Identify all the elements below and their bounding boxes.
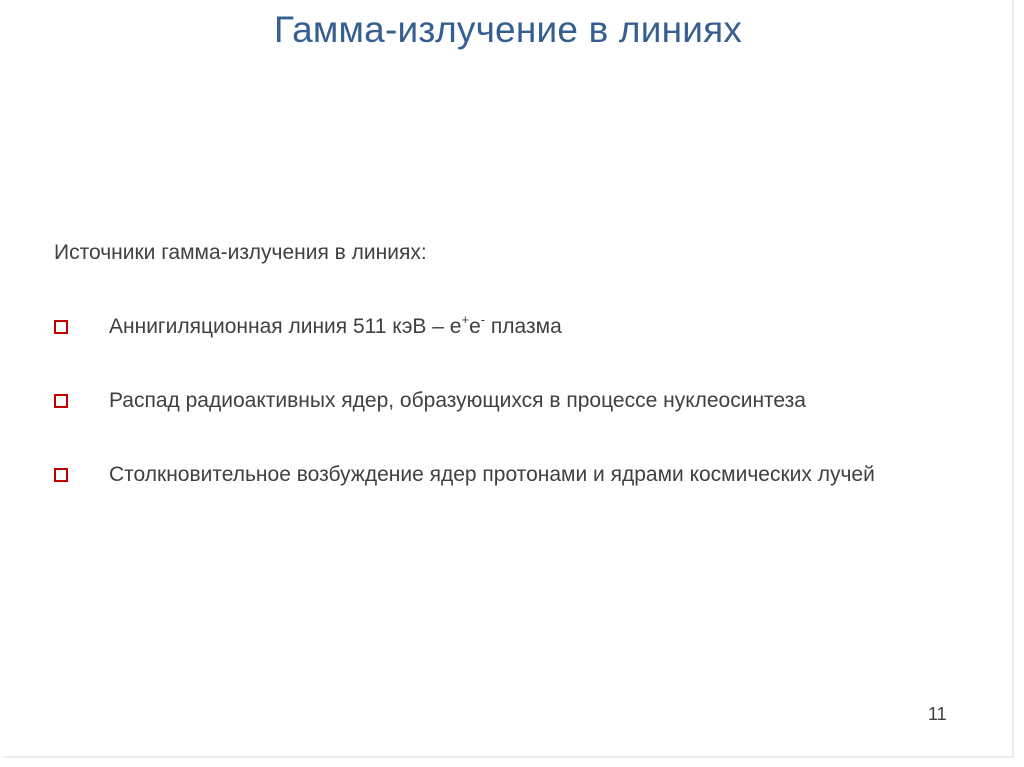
- bullet-text: [109, 312, 562, 342]
- page-number: 11: [928, 704, 947, 724]
- bullet-text-part: e: [469, 315, 481, 338]
- square-bullet-icon: [54, 468, 68, 482]
- slide: [4, 0, 1014, 758]
- bullet-text-part: Аннигиляционная линия 511 кэВ – e: [109, 315, 462, 338]
- superscript-minus: -: [480, 312, 486, 327]
- intro-text: Источники гамма-излучения в линиях:: [54, 241, 427, 264]
- square-bullet-icon: [54, 394, 68, 408]
- superscript-plus: +: [461, 312, 470, 327]
- bullet-text: Распад радиоактивных ядер, образующихся в процессе нуклеосинтеза: [109, 389, 806, 412]
- slide-title: Гамма-излучение в линиях: [273, 9, 743, 50]
- square-bullet-icon: [54, 320, 68, 334]
- bullet-text-part: плазма: [485, 315, 562, 338]
- bullet-text: Столкновительное возбуждение ядер протонами и ядрами космических лучей: [109, 463, 875, 486]
